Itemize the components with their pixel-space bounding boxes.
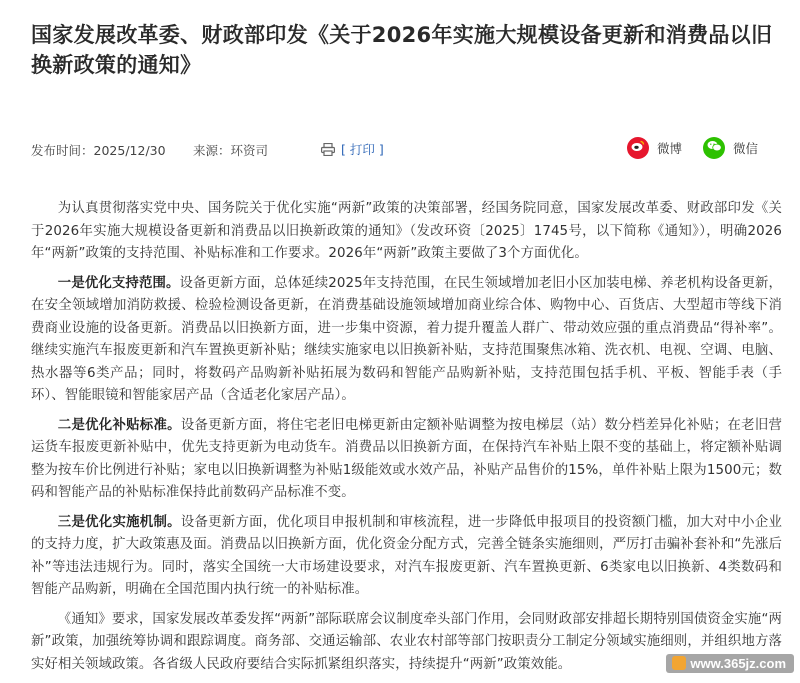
article-meta	[31, 137, 771, 161]
watermark-logo-icon	[672, 656, 686, 670]
print-label: [ 打印 ]	[341, 142, 384, 157]
source-label: 来源：	[193, 143, 231, 158]
paragraph-text: 设备更新方面，优化项目申报机制和审核流程，进一步降低申报项目的投资额门槛，加大对中小企业的支持力度，扩大政策惠及面。消费品以旧换新方面，优化资金分配方式，完善全链条实施细则，严厉打击骗补套补和“先涨后补”等违法违规行为。同时，落实全国统一大市场建设要求，对汽车报废更新、汽车置换更新、6类家电以旧换新、4类数码和智能产品购新，明确在全国范围内执行统一的补贴标准。	[31, 514, 782, 597]
publish-date: 2025/12/30	[93, 143, 166, 158]
paragraph-mechanism	[31, 512, 782, 602]
paragraph-text: 为认真贯彻落实党中央、国务院关于优化实施“两新”政策的决策部署，经国务院同意，国家发展改革委、财政部印发《关于2026年实施大规模设备更新和消费品以旧换新政策的通知》（发改环资〔2025〕1745号，以下简称《通知》），明确2026年“两新”政策的支持范围、补贴标准和工作要求。2026年“两新”政策主要做了3个方面优化。	[31, 201, 782, 261]
wechat-icon	[703, 137, 725, 159]
publish-time	[31, 141, 166, 159]
print-button[interactable]	[321, 140, 384, 158]
paragraph-intro	[31, 198, 782, 266]
source	[193, 141, 268, 159]
printer-icon	[321, 143, 335, 156]
share-wechat-button[interactable]	[703, 137, 758, 159]
share-weibo-label: 微博	[657, 141, 683, 156]
article-title: 国家发展改革委、财政部印发《关于2026年实施大规模设备更新和消费品以旧换新政策的通知》	[31, 23, 773, 77]
source-value: 环资司	[230, 143, 269, 158]
paragraph-standard	[31, 415, 782, 505]
site-watermark	[666, 654, 794, 673]
weibo-icon	[627, 137, 649, 159]
watermark-text: www.365jz.com	[690, 656, 786, 671]
paragraph-text: 设备更新方面，将住宅老旧电梯更新由定额补贴调整为按电梯层（站）数分档差异化补贴；在老旧营运货车报废更新补贴中，优先支持更新为电动货车。消费品以旧换新方面，在保持汽车补贴上限不变的基础上，将定额补贴调整为按车价比例进行补贴；家电以旧换新调整为补贴1级能效或水效产品，补贴产品售价的15%，单件补贴上限为1500元；数码和智能产品的补贴标准保持此前数码产品标准不变。	[31, 417, 782, 500]
publish-label: 发布时间：	[31, 143, 94, 158]
paragraph-lead: 三是优化实施机制。	[57, 514, 181, 530]
paragraph-lead: 一是优化支持范围。	[57, 275, 180, 291]
paragraph-lead: 二是优化补贴标准。	[57, 417, 181, 433]
share-weibo-button[interactable]	[627, 137, 682, 159]
paragraph-text: 设备更新方面，总体延续2025年支持范围，在民生领域增加老旧小区加装电梯、养老机构设备更新，在安全领域增加消防救援、检验检测设备更新，在消费基础设施领域增加商业综合体、购物中心、百货店、大型超市等线下消费商业设施的设备更新。消费品以旧换新方面，进一步集中资源，着力提升覆盖人群广、带动效应强的重点消费品“得补率”。继续实施汽车报废更新和汽车置换更新补贴；继续实施家电以旧换新补贴，支持范围聚焦冰箱、洗衣机、电视、空调、电脑、热水器等6类产品；同时，将数码产品购新补贴拓展为数码和智能产品购新补贴，支持范围包括手机、平板、智能手表（手环）、智能眼镜和智能家居产品（含适老化家居产品）。	[31, 275, 782, 403]
share-wechat-label: 微信	[733, 141, 759, 156]
paragraph-scope	[31, 273, 782, 408]
paragraph-text: 《通知》要求，国家发展改革委发挥“两新”部际联席会议制度牵头部门作用，会同财政部安排超长期特别国债资金实施“两新”政策，加强统筹协调和跟踪调度。商务部、交通运输部、农业农村部等部门按职责分工制定分领域实施细则，并组织地方落实好相关领域政策。各省级人民政府要结合实际抓紧组织落实，持续提升“两新”政策效能。	[31, 611, 782, 672]
article-body	[31, 198, 782, 683]
